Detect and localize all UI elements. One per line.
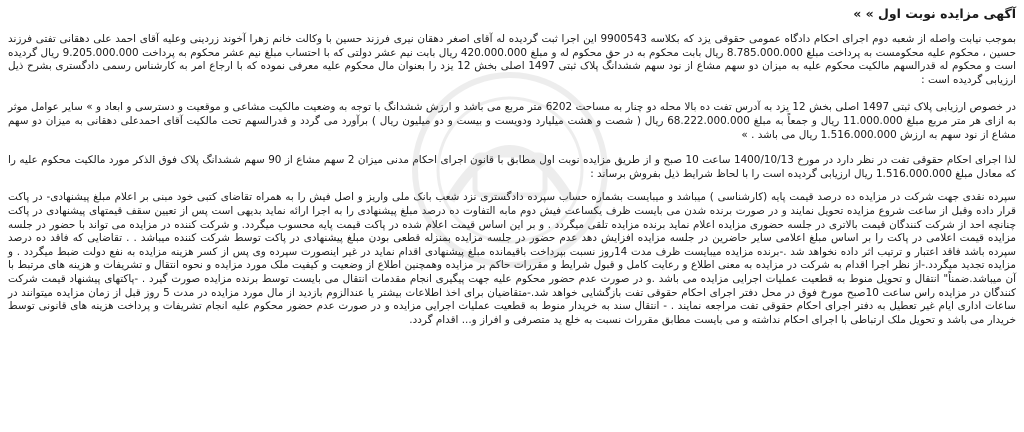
paragraph-property-valuation: در خصوص ارزیابی پلاک ثبتی 1497 اصلی بخش 12 یزد به آدرس تفت ده بالا محله دو چنار به مساحت 6202 متر مربع می باشد و ارزش ششدانگ با توجه به وضعیت مالکیت مشاعی و موقعیت و دسترسی و ابعاد و » سایر عوامل موثر به ازای هر متر مربع مبلغ 11.000.000 ریال و جمعاً به مبلغ 68.222.000.000 ریال ( شصت و هشت میلیارد ودویست و بیست و دو میلیون ریال ) برآورد می گردد و قدرالسهم تحت مالکیت آقای احمدعلی دهقانی به میزان دو سهم مشاع از نود سهم به ارزش 1.516.000.000 ریال می باشد . » xyxy=(8,101,1017,141)
notice-title: آگهی مزایده نوبت اول » » xyxy=(853,6,1016,21)
paragraph-case-details: بموجب نیابت واصله از شعبه دوم اجرای احکام دادگاه عمومی حقوقی یزد که بکلاسه 9900543 این اجرا ثبت گردیده له آقای اصغر دهقان نیری فرزند حسین با وکالت خانم زهرا آخوند زردینی وعلیه آقای احمد علی دهقانی تفتی فرزند حسین ، محکوم علیه محکومست به پرداخت مبلغ 8.785.000.000 ریال بابت محکوم به در حق محکوم له و مبلغ 420.000.000 ریال بابت نیم عشر دولتی که با احتساب مبلغ نیم عشر محکوم به پرداخت 9.205.000.000 ریال گردیده است و محکوم له قدرالسهم مالکیت محکوم علیه به میزان دو سهم مشاع از نود سهم ششدانگ پلاک ثبتی 1497 اصلی بخش 12 یزد را بعنوان مال محکوم علیه معرفی نموده که با ارجاع امر به کارشناس رسمی دادگستری بشرح ذیل ارزیابی گردیده است : xyxy=(8,33,1017,86)
paragraph-auction-conditions: سپرده نقدی جهت شرکت در مزایده ده درصد قیمت پایه (کارشناسی ) میباشد و میبایست بشماره حساب سپرده دادگستری نزد شعب بانک ملی واریز و اصل فیش را به همراه تقاضای کتبی خود مبنی بر اعلام مبلغ پیشنهادی- در پاکت قرار داده وقبل از ساعت شروع مزایده تحویل نمایند و در صورت برنده شدن می بایست ظرف یکساعت فیش دوم مابه التفاوت ده درصد مبلغ پیشنهادی را به اجرا ارائه نماید بدیهی است پس از تعیین سقف قیمتهای پیشنهادی در پاکت چنانچه احد از شرکت کنندگان قیمت بالاتری در جلسه حضوری مزایده اعلام نماید برنده مزایده تلقی میگردد . و بر این اساس قیمت اعلام شده در پاکت قیمت پایه محسوب میگردد. و شرکت کننده در مزایده می تواند با حضور در جلسه مزایده قیمت اعلامی در پاکت را بر اساس مبلغ اعلامی سایر حاضرین در جلسه مزایده افزایش دهد عدم حضور در جلسه مزایده بمنزله قطعی بودن مبلغ پیشنهادی در پاکت توسط شرکت کننده میباشد . . تقاضایی که فاقد ده درصد سپرده باشد فاقد اعتبار و ترتیب اثر داده نخواهد شد .-برنده مزایده میبایست ظرف مدت 14روز نسبت بپرداخت باقیمانده مبلغ پیشنهادی اقدام نماید در غیر اینصورت سپرده وی پس از کسر هزینه مزایده به نفع دولت ضبط میگردد . و مزایده تجدید میگردد.-از نظر اجرا اقدام به شرکت در مزایده به معنی اطلاع و رعایت کامل و قبول شرایط و مقررات حاکم بر مزایده وهمچنین اطلاع از وضعیت و کیفیت ملک مورد مزایده و نحوه انتقال و تشریفات و هزینه های مرتبط با آن میباشد.ضمناً" انتقال و تحویل منوط به قطعیت عملیات اجرایی مزایده می باشد .و در صورت عدم حضور محکوم علیه جهت پیگیری انجام مقدمات انتقال می بایست توسط برنده مزایده صورت گیرد . -پاکتهای پیشنهاد قیمت شرکت کنندگان در مزایده راس ساعت 10صبح مورخ فوق در محل دفتر اجرای احکام حقوقی تفت بازگشایی خواهد شد.-متقاضیان برای اخذ اطلاعات بیشتر یا عندالزوم بازدید از مال مورد مزایده در مدت 5 روز قبل از زمان مزایده میتوانند در ساعات اداری ایام غیر تعطیل به دفتر اجرای احکام حقوقی تفت مراجعه نمایند . - انتقال سند به خریدار منوط به قطعیت عملیات اجرایی مزایده و در صورت عدم حضور محکوم علیه انجام تشریفات و پرداخت هزینه های قانونی توسط خریدار می باشد و تحویل ملک ارتباطی با اجرای احکام نداشته و می بایست مطابق مقررات نسبت به خلع ید متصرفی و افراز و... اقدام گردد. xyxy=(8,191,1016,326)
paragraph-auction-announcement: لذا اجرای احکام حقوقی تفت در نظر دارد در مورخ 1400/10/13 ساعت 10 صبح و از طریق مزایده نوبت اول مطابق با قانون اجرای احکام مدنی میزان 2 سهم مشاع از 90 سهم ششدانگ پلاک فوق الذکر مورد مالکیت محکوم علیه را که معادل مبلغ 1.516.000.000 ریال ارزیابی گردیده است را با لحاظ شرایط ذیل بفروش برساند : xyxy=(8,154,1017,180)
